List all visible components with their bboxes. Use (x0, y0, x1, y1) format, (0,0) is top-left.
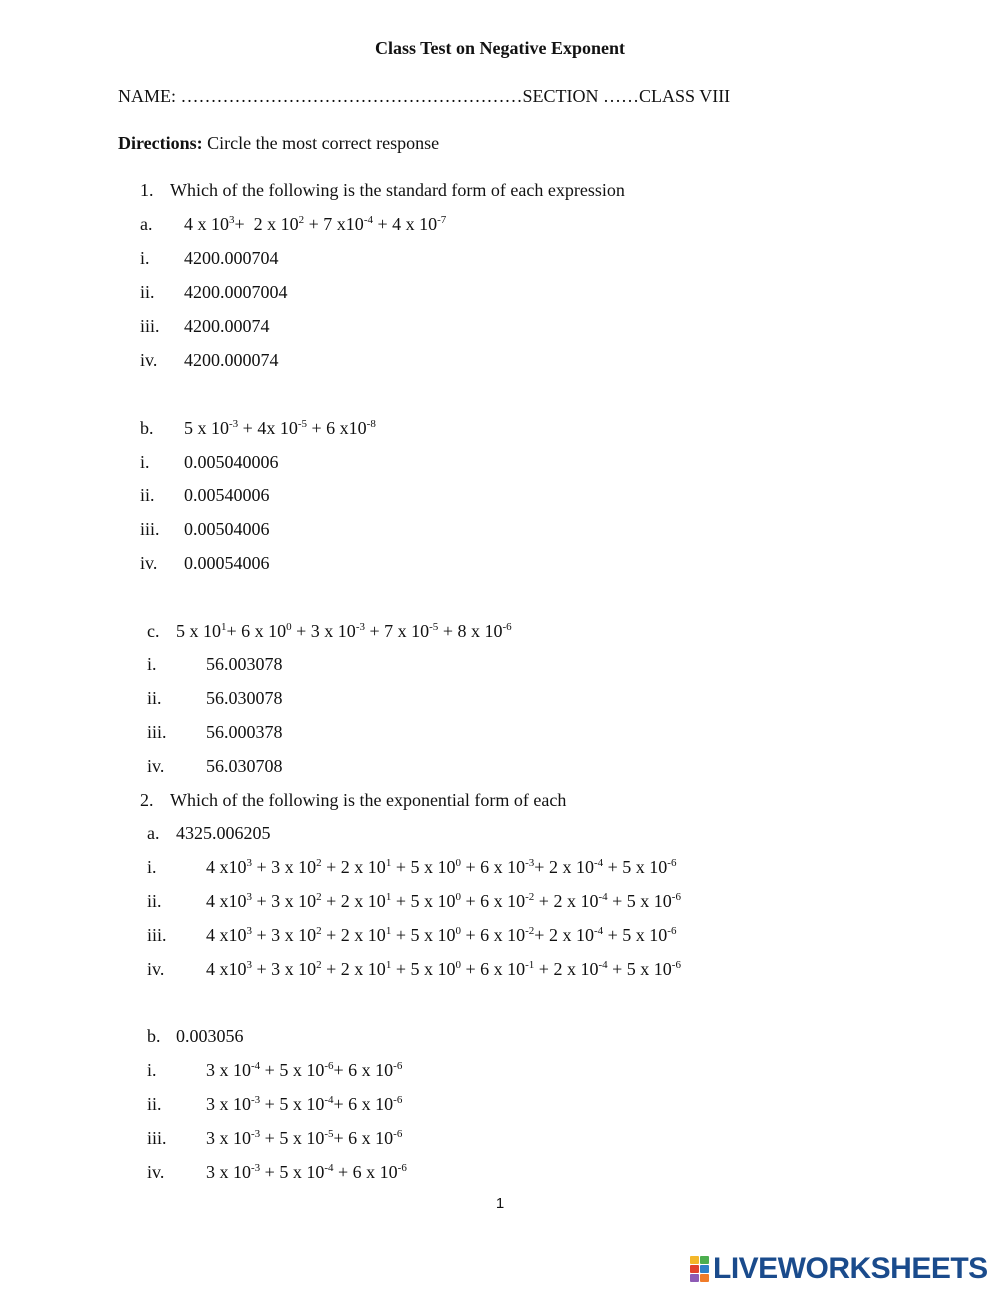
q1b-option-text[interactable]: 0.00054006 (184, 553, 270, 573)
q2a-option-label: iii. (147, 925, 167, 945)
q1a-option-text[interactable]: 4200.0007004 (184, 282, 288, 302)
liveworksheets-logo-icon (690, 1256, 710, 1282)
q1b-label: b. (140, 418, 154, 438)
q2b-label: b. (147, 1026, 161, 1046)
q1-number: 1. (140, 180, 154, 200)
liveworksheets-logo[interactable] (690, 1253, 988, 1285)
q2b-option-text[interactable]: 3 x $10^{-3} + 5$ x $10^{-4}+ 6$ x $10^{-6}$ (206, 1094, 403, 1114)
q1b-option-label: iii. (140, 519, 160, 539)
q2a-label: a. (147, 823, 160, 843)
page-title: Class Test on Negative Exponent (374, 38, 626, 58)
logo-square (700, 1256, 709, 1264)
q2b-option-text[interactable]: 3 x $10^{-4} + 5$ x $10^{-6}+ 6$ x $10^{-6}$ (206, 1060, 403, 1080)
directions (118, 132, 439, 154)
q1b-expression: 5 x $10^{-3} + 4x$ $10^{-5} + 6$ $x10^{-8}$ (184, 418, 376, 438)
q2-text: Which of the following is the exponential form of each (170, 790, 567, 810)
q1b-option-label: iv. (140, 553, 158, 573)
q1c-option-text[interactable]: 56.030708 (206, 756, 283, 776)
q2a-value: 4325.006205 (176, 823, 271, 843)
q1c-option-text[interactable]: 56.003078 (206, 654, 283, 674)
q2a-option-text[interactable]: 4 $x10^3 + 3$ x $10^2 + 2$ x $10^1 + 5$ x $10^0 + 6$ x $10^{-3}+ 2$ x $10^{-4} + 5$ x $10^{-6}$ (206, 857, 677, 877)
q1-text: Which of the following is the standard form of each expression (170, 180, 625, 200)
q2b-option-text[interactable]: 3 x $10^{-3} + 5$ x $10^{-5}+ 6$ x $10^{-6}$ (206, 1128, 403, 1148)
q1a-expression: 4 x $10^3+ 2$ x $10^2 + 7$ $x10^{-4} + 4$ x $10^{-7}$ (184, 214, 447, 234)
q1c-option-label: iii. (147, 722, 167, 742)
liveworksheets-logo-text: LIVEWORKSHEETS (713, 1252, 988, 1285)
q1a-option-label: iv. (140, 350, 158, 370)
page-number: 1 (495, 1195, 505, 1212)
q1c-option-label: i. (147, 654, 157, 674)
directions-text: Circle the most correct response (202, 133, 440, 153)
q1a-option-text[interactable]: 4200.00074 (184, 316, 270, 336)
q2a-option-label: i. (147, 857, 157, 877)
q2a-option-text[interactable]: 4 $x10^3 + 3$ x $10^2 + 2$ x $10^1 + 5$ x $10^0 + 6$ x $10^{-2} + 2$ x $10^{-4} + 5$ x $10^{-6}$ (206, 891, 681, 911)
q1b-option-label: i. (140, 452, 150, 472)
logo-square (690, 1256, 699, 1264)
q2b-value: 0.003056 (176, 1026, 244, 1046)
q1b-option-text[interactable]: 0.005040006 (184, 452, 279, 472)
q2b-option-text[interactable]: 3 x $10^{-3} + 5$ x $10^{-4} + 6$ x $10^{-6}$ (206, 1162, 407, 1182)
q1c-label: c. (147, 621, 160, 641)
q1a-option-label: i. (140, 248, 150, 268)
q1a-option-text[interactable]: 4200.000704 (184, 248, 279, 268)
q2a-option-text[interactable]: 4 $x10^3 + 3$ x $10^2 + 2$ x $10^1 + 5$ x $10^0 + 6$ x $10^{-1} + 2$ x $10^{-4} + 5$ x $10^{-6}$ (206, 959, 681, 979)
q1b-option-label: ii. (140, 485, 155, 505)
name-line: NAME: …………………………………………………SECTION ……CLASS VIII (118, 86, 731, 106)
q2b-option-label: iii. (147, 1128, 167, 1148)
logo-square (700, 1274, 709, 1282)
q1c-option-label: iv. (147, 756, 165, 776)
logo-square (690, 1265, 699, 1273)
q1c-expression: 5 x $10^1+ 6$ x $10^0 + 3$ x $10^{-3} + 7$ x $10^{-5} + 8$ x $10^{-6}$ (176, 621, 512, 641)
logo-square (690, 1274, 699, 1282)
q1b-option-text[interactable]: 0.00540006 (184, 485, 270, 505)
q1c-option-label: ii. (147, 688, 162, 708)
q1c-option-text[interactable]: 56.000378 (206, 722, 283, 742)
q2b-option-label: ii. (147, 1094, 162, 1114)
q2b-option-label: i. (147, 1060, 157, 1080)
q1c-option-text[interactable]: 56.030078 (206, 688, 283, 708)
q1a-option-label: ii. (140, 282, 155, 302)
q1a-option-text[interactable]: 4200.000074 (184, 350, 279, 370)
q1a-label: a. (140, 214, 153, 234)
q2a-option-label: ii. (147, 891, 162, 911)
q2b-option-label: iv. (147, 1162, 165, 1182)
q1a-option-label: iii. (140, 316, 160, 336)
q1b-option-text[interactable]: 0.00504006 (184, 519, 270, 539)
q2-number: 2. (140, 790, 154, 810)
q2a-option-text[interactable]: 4 $x10^3 + 3$ x $10^2 + 2$ x $10^1 + 5$ x $10^0 + 6$ x $10^{-2}+ 2$ x $10^{-4} + 5$ x $10^{-6}$ (206, 925, 677, 945)
logo-square (700, 1265, 709, 1273)
q2a-option-label: iv. (147, 959, 165, 979)
directions-label: Directions: (118, 133, 203, 153)
